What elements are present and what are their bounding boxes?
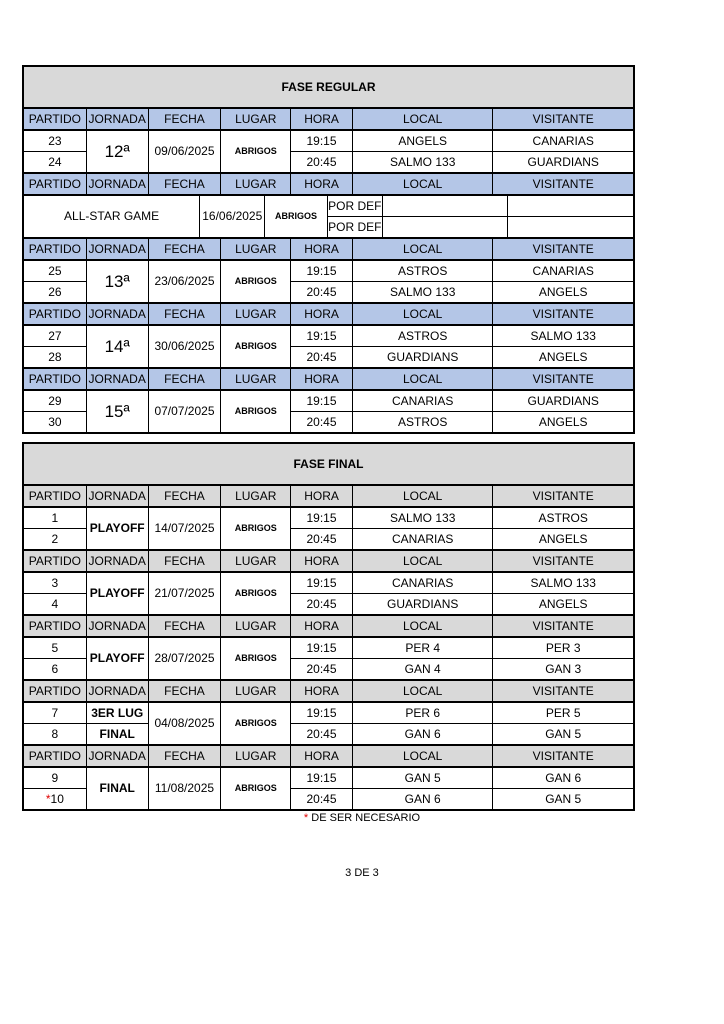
local: CANARIAS: [392, 576, 454, 590]
footnote-marker: *: [45, 792, 51, 806]
local: [383, 216, 508, 237]
hora: 19:15: [306, 134, 337, 148]
header-lugar: LUGAR: [221, 746, 291, 766]
match-group: [24, 261, 633, 304]
match-group: [24, 703, 633, 746]
match-group: [24, 768, 633, 809]
header-visitante: VISITANTE: [532, 242, 594, 256]
fecha: 14/07/2025: [154, 520, 215, 535]
match-group: [24, 573, 633, 616]
visitante: ANGELS: [493, 281, 633, 302]
hora: 19:15: [306, 329, 337, 343]
header-lugar: LUGAR: [221, 616, 291, 636]
partido: 3: [51, 576, 59, 590]
header-partido: PARTIDO: [24, 681, 87, 701]
header-hora: HORA: [291, 681, 353, 701]
fase-regular-table: [22, 65, 635, 434]
fecha: 11/08/2025: [154, 780, 215, 795]
header-fecha: FECHA: [149, 681, 222, 701]
header-visitante: VISITANTE: [532, 554, 594, 568]
hora: 19:15: [306, 771, 337, 785]
header-partido: PARTIDO: [24, 616, 87, 636]
header-partido: PARTIDO: [24, 174, 87, 194]
lugar: ABRIGOS: [234, 653, 277, 664]
header-row: [24, 486, 633, 508]
header-hora: HORA: [291, 551, 353, 571]
visitante: CANARIAS: [532, 264, 594, 278]
header-jornada: JORNADA: [87, 239, 149, 259]
header-row: [24, 746, 633, 768]
header-lugar: LUGAR: [221, 174, 291, 194]
visitante: PER 5: [545, 706, 581, 720]
visitante: GAN 5: [493, 723, 633, 744]
header-hora: HORA: [291, 109, 353, 129]
header-jornada: JORNADA: [87, 616, 149, 636]
lugar: ABRIGOS: [234, 783, 277, 794]
jornada: PLAYOFF: [89, 585, 145, 600]
header-lugar: LUGAR: [221, 681, 291, 701]
match-group: [24, 391, 633, 432]
header-partido: PARTIDO: [24, 746, 87, 766]
header-hora: HORA: [291, 369, 353, 389]
header-local: LOCAL: [353, 746, 494, 766]
lugar: ABRIGOS: [234, 341, 277, 352]
header-local: LOCAL: [353, 616, 494, 636]
header-jornada: JORNADA: [87, 369, 149, 389]
header-visitante: VISITANTE: [532, 112, 594, 126]
header-fecha: FECHA: [149, 174, 222, 194]
visitante: [508, 196, 633, 216]
partido-number: 10: [50, 792, 64, 806]
fecha: 04/08/2025: [154, 715, 215, 730]
partido: 2: [24, 528, 86, 549]
header-visitante: VISITANTE: [532, 619, 594, 633]
visitante: ASTROS: [538, 511, 588, 525]
header-visitante: VISITANTE: [532, 684, 594, 698]
hora: 20:45: [291, 658, 352, 679]
hora: 19:15: [306, 706, 337, 720]
footnote: [0, 812, 724, 824]
local: GAN 4: [353, 658, 493, 679]
fase-regular-title: FASE REGULAR: [24, 67, 633, 109]
hora: 20:45: [291, 593, 352, 614]
hora: 20:45: [291, 411, 352, 432]
partido: 28: [24, 346, 86, 367]
partido: 8: [24, 723, 86, 744]
header-lugar: LUGAR: [221, 551, 291, 571]
visitante: ANGELS: [493, 411, 633, 432]
local: ASTROS: [398, 264, 448, 278]
partido: 5: [51, 641, 59, 655]
jornada: PLAYOFF: [89, 650, 145, 665]
header-row: [24, 369, 633, 391]
partido: 4: [24, 593, 86, 614]
page-number: 3 DE 3: [345, 867, 379, 879]
partido: 26: [24, 281, 86, 302]
visitante: ANGELS: [493, 346, 633, 367]
fecha: 23/06/2025: [154, 273, 215, 288]
header-hora: HORA: [291, 239, 353, 259]
fase-final-table: [22, 442, 635, 811]
hora: 20:45: [291, 723, 352, 744]
header-lugar: LUGAR: [221, 109, 291, 129]
hora: 19:15: [306, 394, 337, 408]
header-partido: PARTIDO: [24, 109, 87, 129]
header-partido: PARTIDO: [24, 369, 87, 389]
partido: 24: [24, 151, 86, 172]
header-partido: PARTIDO: [24, 239, 87, 259]
header-hora: HORA: [291, 174, 353, 194]
header-local: LOCAL: [353, 304, 494, 324]
header-local: LOCAL: [353, 109, 494, 129]
visitante: SALMO 133: [530, 576, 596, 590]
local: SALMO 133: [353, 281, 493, 302]
header-partido: PARTIDO: [24, 551, 87, 571]
header-jornada: JORNADA: [87, 304, 149, 324]
header-hora: HORA: [291, 616, 353, 636]
lugar: ABRIGOS: [234, 146, 277, 157]
hora: 19:15: [306, 641, 337, 655]
lugar: ABRIGOS: [234, 523, 277, 534]
partido: 25: [48, 264, 62, 278]
header-visitante: VISITANTE: [532, 372, 594, 386]
partido: 1: [51, 511, 59, 525]
partido: 9: [51, 771, 59, 785]
header-fecha: FECHA: [149, 304, 222, 324]
lugar: ABRIGOS: [274, 211, 317, 222]
hora: 20:45: [291, 788, 352, 809]
header-jornada: JORNADA: [87, 109, 149, 129]
lugar: ABRIGOS: [234, 588, 277, 599]
visitante: PER 3: [545, 641, 581, 655]
header-jornada: JORNADA: [87, 746, 149, 766]
match-group: [24, 638, 633, 681]
header-row: [24, 551, 633, 573]
match-group: [24, 326, 633, 369]
jornada: FINAL: [99, 780, 135, 795]
header-partido: PARTIDO: [24, 304, 87, 324]
header-jornada: JORNADA: [87, 174, 149, 194]
header-row: [24, 304, 633, 326]
header-local: LOCAL: [353, 239, 494, 259]
header-hora: HORA: [291, 486, 353, 506]
hora: 20:45: [291, 281, 352, 302]
header-local: LOCAL: [353, 486, 494, 506]
hora: 20:45: [291, 528, 352, 549]
header-visitante: VISITANTE: [532, 177, 594, 191]
jornada: PLAYOFF: [89, 520, 145, 535]
header-fecha: FECHA: [149, 239, 222, 259]
partido: 7: [51, 706, 59, 720]
hora: POR DEF: [328, 216, 382, 237]
jornada: FINAL: [87, 723, 148, 744]
header-row: [24, 681, 633, 703]
header-hora: HORA: [291, 746, 353, 766]
header-partido: PARTIDO: [24, 486, 87, 506]
hora: 20:45: [291, 151, 352, 172]
fecha: 21/07/2025: [154, 585, 215, 600]
visitante: CANARIAS: [532, 134, 594, 148]
visitante: GUARDIANS: [493, 151, 633, 172]
header-visitante: VISITANTE: [532, 749, 594, 763]
header-lugar: LUGAR: [221, 239, 291, 259]
header-lugar: LUGAR: [221, 304, 291, 324]
header-fecha: FECHA: [149, 369, 222, 389]
local: SALMO 133: [353, 151, 493, 172]
header-jornada: JORNADA: [87, 681, 149, 701]
local: GUARDIANS: [353, 346, 493, 367]
partido: 6: [24, 658, 86, 679]
local: ANGELS: [398, 134, 448, 148]
header-lugar: LUGAR: [221, 486, 291, 506]
local: GUARDIANS: [353, 593, 493, 614]
header-visitante: VISITANTE: [532, 489, 594, 503]
local: CANARIAS: [392, 394, 454, 408]
hora: POR DEF: [328, 199, 382, 213]
visitante: [508, 216, 633, 237]
visitante: GAN 3: [493, 658, 633, 679]
match-group: [24, 131, 633, 174]
header-row: [24, 239, 633, 261]
local: SALMO 133: [390, 511, 456, 525]
footnote-star: *: [303, 812, 309, 824]
all-star-label: ALL-STAR GAME: [64, 208, 160, 223]
local: GAN 6: [353, 723, 493, 744]
local: ASTROS: [398, 329, 448, 343]
local: GAN 6: [353, 788, 493, 809]
fecha: 07/07/2025: [154, 403, 215, 418]
visitante: GAN 5: [493, 788, 633, 809]
visitante: SALMO 133: [530, 329, 596, 343]
partido: 27: [48, 329, 62, 343]
partido: 23: [48, 134, 62, 148]
jornada: 14ª: [104, 336, 130, 356]
jornada: 3ER LUG: [91, 706, 144, 720]
jornada: 15ª: [104, 401, 130, 421]
fecha: 09/06/2025: [154, 143, 215, 158]
jornada: 13ª: [104, 271, 130, 291]
header-jornada: JORNADA: [87, 551, 149, 571]
partido: 30: [24, 411, 86, 432]
fecha: 28/07/2025: [154, 650, 215, 665]
fecha: 30/06/2025: [154, 338, 215, 353]
partido: [24, 788, 86, 809]
header-jornada: JORNADA: [87, 486, 149, 506]
visitante: ANGELS: [493, 593, 633, 614]
footnote-text: DE SER NECESARIO: [311, 812, 421, 824]
fase-final-title: FASE FINAL: [24, 444, 633, 486]
all-star-group: [24, 196, 633, 239]
local: PER 6: [405, 706, 441, 720]
header-visitante: VISITANTE: [532, 307, 594, 321]
visitante: ANGELS: [493, 528, 633, 549]
match-group: [24, 508, 633, 551]
hora: 20:45: [291, 346, 352, 367]
partido: 29: [48, 394, 62, 408]
header-fecha: FECHA: [149, 551, 222, 571]
local: GAN 5: [404, 771, 441, 785]
local: PER 4: [405, 641, 441, 655]
header-local: LOCAL: [353, 369, 494, 389]
header-row: [24, 174, 633, 196]
jornada: 12ª: [104, 141, 130, 161]
local: [383, 196, 508, 216]
lugar: ABRIGOS: [234, 406, 277, 417]
fecha: 16/06/2025: [202, 208, 263, 223]
header-local: LOCAL: [353, 551, 494, 571]
header-local: LOCAL: [353, 174, 494, 194]
local: CANARIAS: [353, 528, 493, 549]
visitante: GAN 6: [545, 771, 582, 785]
header-fecha: FECHA: [149, 746, 222, 766]
lugar: ABRIGOS: [234, 718, 277, 729]
local: ASTROS: [353, 411, 493, 432]
header-row: [24, 616, 633, 638]
hora: 19:15: [306, 576, 337, 590]
header-fecha: FECHA: [149, 486, 222, 506]
header-hora: HORA: [291, 304, 353, 324]
header-fecha: FECHA: [149, 109, 222, 129]
visitante: GUARDIANS: [527, 394, 599, 408]
hora: 19:15: [306, 511, 337, 525]
header-local: LOCAL: [353, 681, 494, 701]
header-lugar: LUGAR: [221, 369, 291, 389]
header-fecha: FECHA: [149, 616, 222, 636]
hora: 19:15: [306, 264, 337, 278]
lugar: ABRIGOS: [234, 276, 277, 287]
header-row: [24, 109, 633, 131]
